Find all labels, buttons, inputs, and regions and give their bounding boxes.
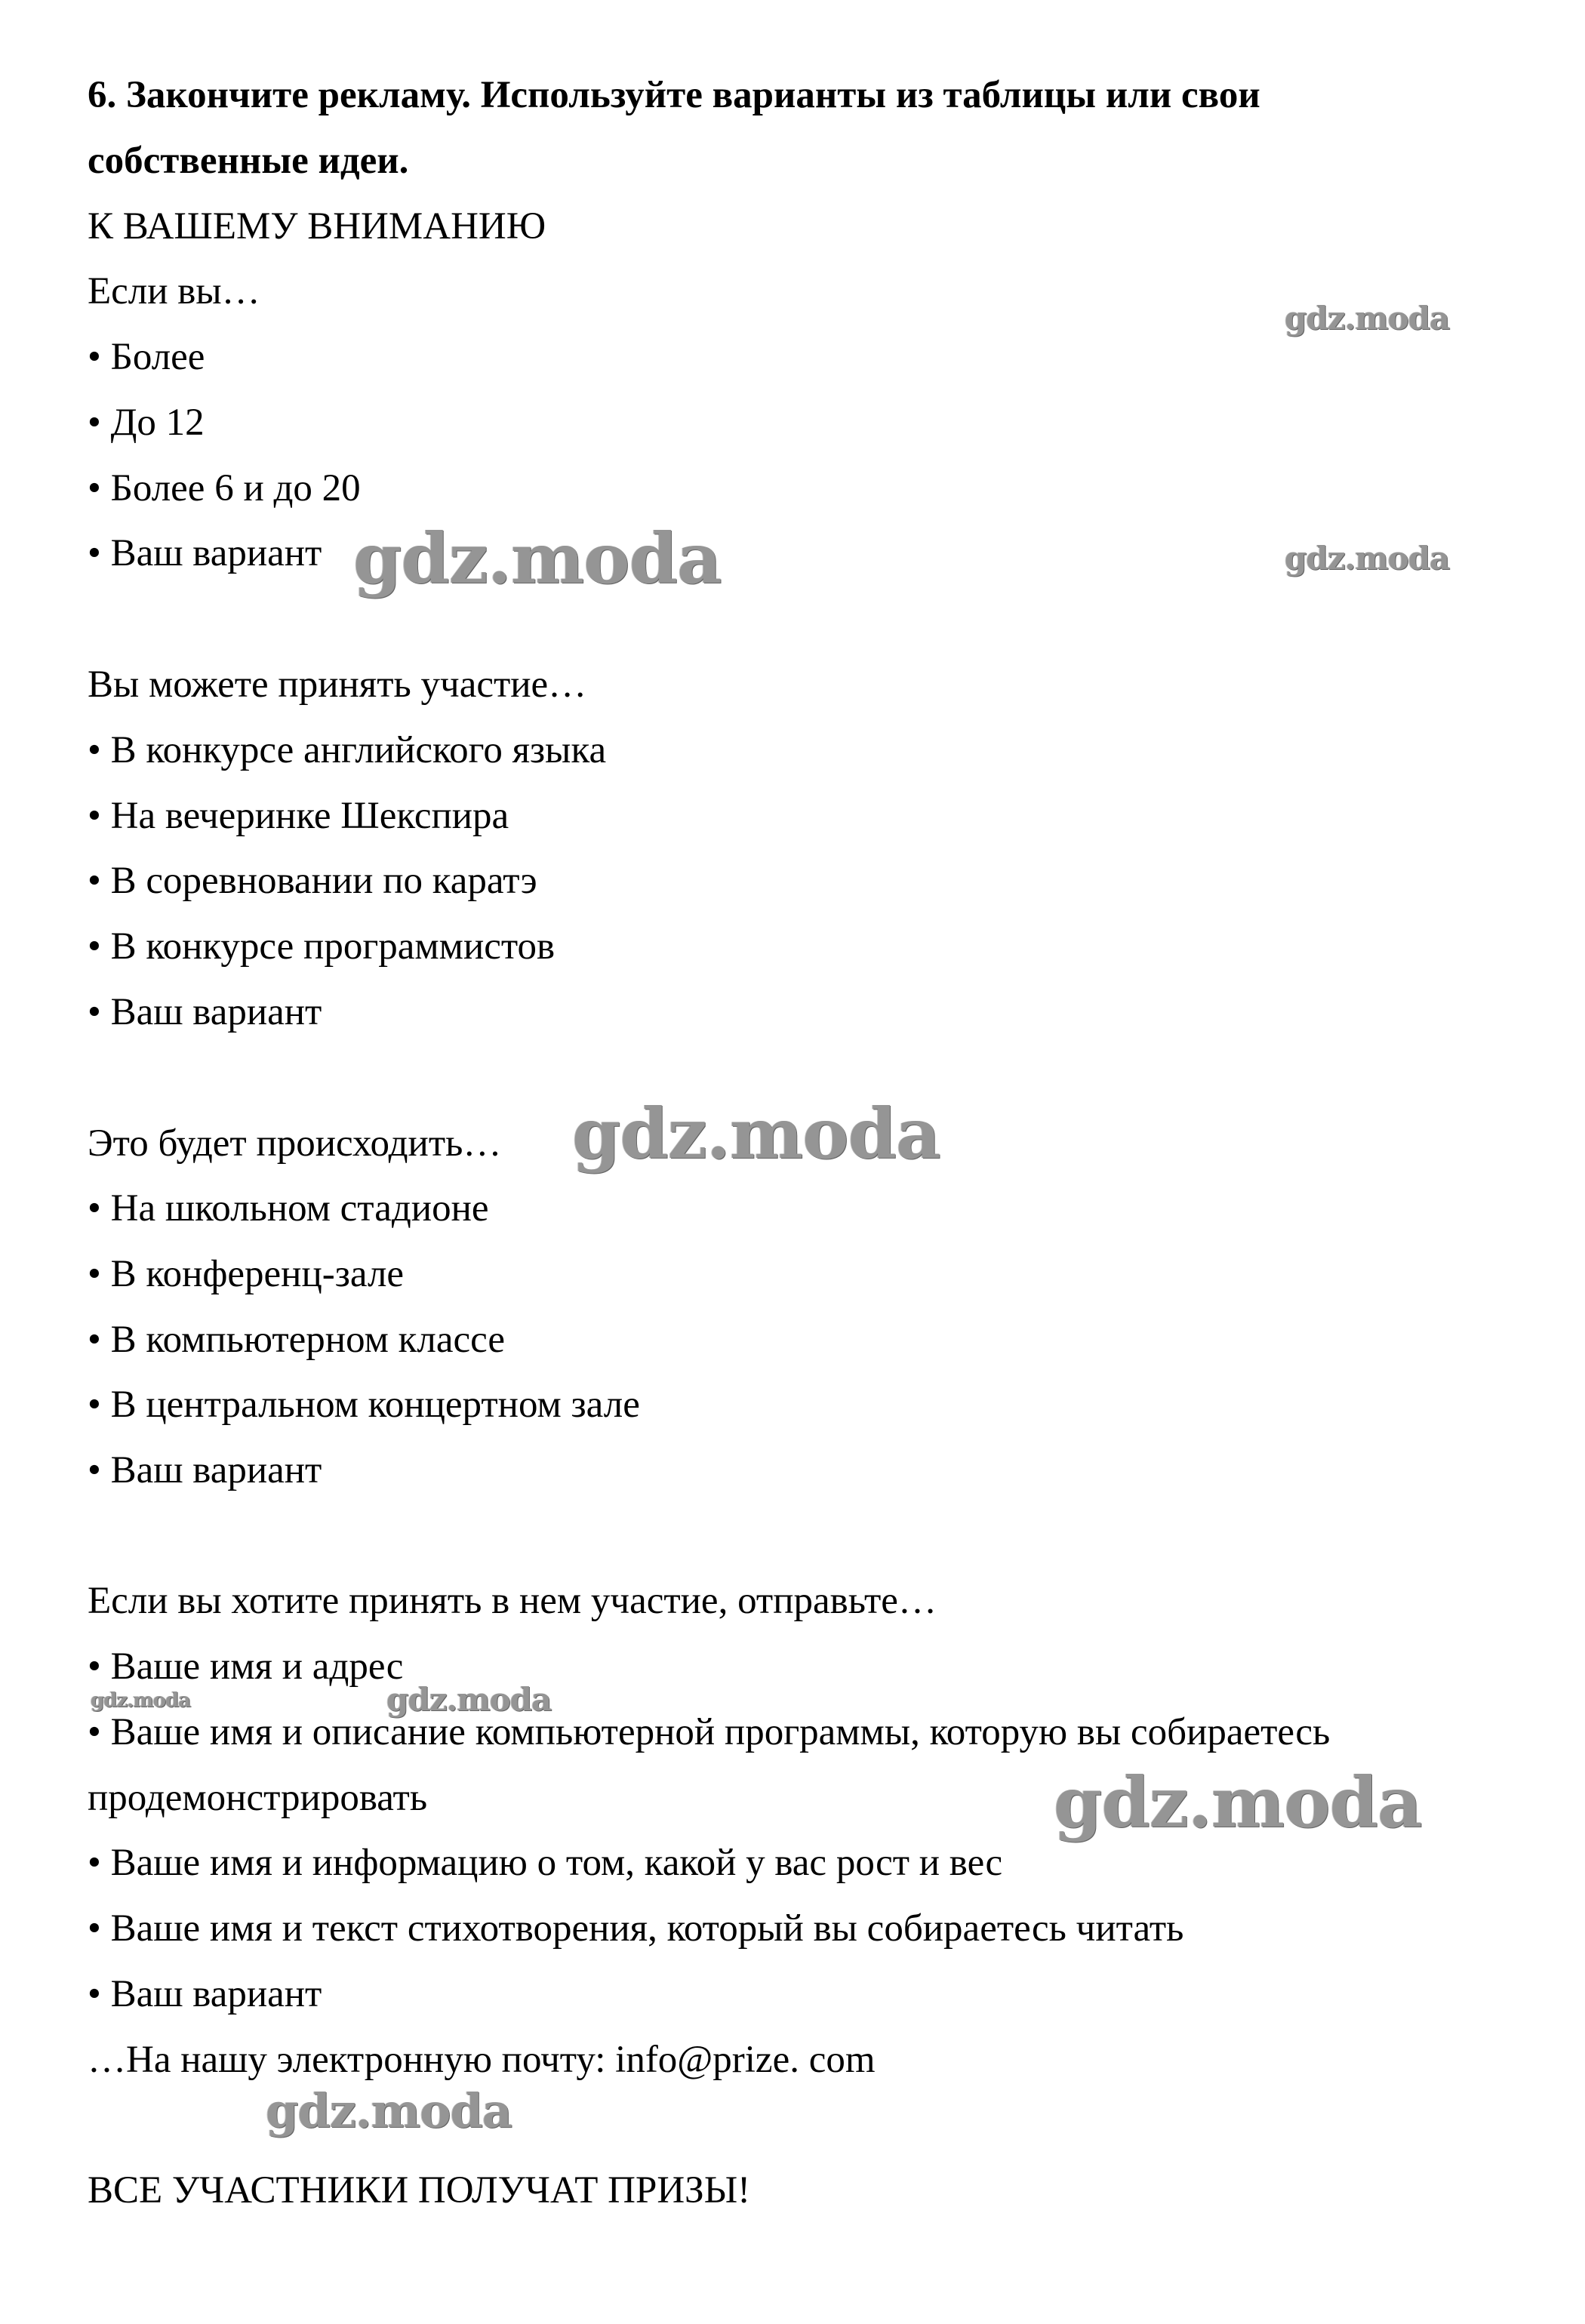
- section2-item: • В конкурсе английского языка: [88, 728, 606, 773]
- section3-item: • В компьютерном классе: [88, 1317, 505, 1362]
- section3-item: • В центральном концертном зале: [88, 1382, 640, 1427]
- exercise-heading-line1: 6. Закончите рекламу. Используйте варианты из таблицы или свои: [88, 74, 1260, 116]
- section1-item: • До 12: [88, 400, 205, 445]
- section4-item: • Ваше имя и описание компьютерной программы, которую вы собираетесь: [88, 1710, 1330, 1755]
- section3-item: • На школьном стадионе: [88, 1186, 489, 1231]
- watermark-logo: gdz.moda: [1285, 540, 1450, 577]
- section4-intro: Если вы хотите принять в нем участие, отправьте…: [88, 1580, 937, 1622]
- section1-intro: Если вы…: [88, 270, 260, 312]
- email-line: …На нашу электронную почту: info@prize. com: [88, 2039, 876, 2081]
- section4-item-continuation: продемонстрировать: [88, 1777, 428, 1819]
- watermark-logo: gdz.moda: [353, 518, 722, 599]
- section4-item: • Ваш вариант: [88, 1972, 322, 2017]
- section3-item: • В конференц-зале: [88, 1251, 404, 1297]
- section2-item: • Ваш вариант: [88, 990, 322, 1035]
- section4-item: • Ваше имя и адрес: [88, 1644, 403, 1689]
- closing-line: ВСЕ УЧАСТНИКИ ПОЛУЧАТ ПРИЗЫ!: [88, 2169, 751, 2212]
- section1-item: • Ваш вариант: [88, 531, 322, 576]
- section1-item: • Более 6 и до 20: [88, 466, 361, 511]
- watermark-logo: gdz.moda: [1285, 300, 1450, 337]
- section2-intro: Вы можете принять участие…: [88, 663, 587, 706]
- exercise-heading-line2: собственные идеи.: [88, 140, 409, 182]
- section2-item: • В конкурсе программистов: [88, 924, 555, 969]
- watermark-logo: gdz.moda: [1054, 1762, 1422, 1843]
- watermark-logo: gdz.moda: [266, 2083, 512, 2138]
- section2-item: • В соревновании по каратэ: [88, 858, 537, 903]
- ad-title: К ВАШЕМУ ВНИМАНИЮ: [88, 205, 546, 248]
- section1-item: • Более: [88, 334, 205, 380]
- watermark-logo: gdz.moda: [386, 1681, 552, 1718]
- section3-item: • Ваш вариант: [88, 1448, 322, 1493]
- section4-item: • Ваше имя и информацию о том, какой у вас рост и вес: [88, 1840, 1002, 1885]
- section2-item: • На вечеринке Шекспира: [88, 793, 509, 839]
- watermark-logo: gdz.moda: [91, 1689, 191, 1712]
- section3-intro: Это будет происходить…: [88, 1122, 502, 1165]
- section4-item: • Ваше имя и текст стихотворения, который вы собираетесь читать: [88, 1906, 1183, 1951]
- watermark-logo: gdz.moda: [572, 1093, 940, 1174]
